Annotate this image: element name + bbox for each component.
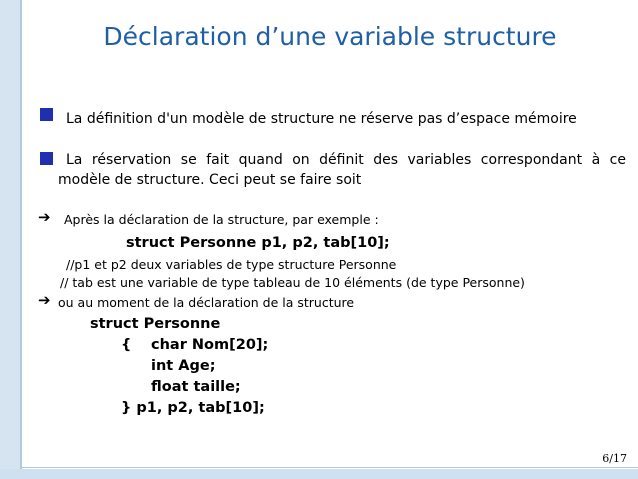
code-closing-line: } p1, p2, tab[10]; [121, 400, 265, 416]
arrow-right-icon: ➔ [38, 208, 51, 226]
code-field-nom: char Nom[20]; [151, 337, 269, 353]
square-bullet-icon [40, 108, 53, 121]
square-bullet-icon [40, 152, 53, 165]
page-number: 6/17 [602, 452, 627, 465]
bottom-decoration-band [0, 469, 638, 479]
bullet-text-2-continued: modèle de structure. Ceci peut se faire soit [58, 172, 362, 188]
comment-line-1: //p1 et p2 deux variables de type structure Personne [66, 257, 397, 272]
code-field-age: int Age; [151, 358, 216, 374]
slide-title: Déclaration d’une variable structure [103, 22, 557, 51]
left-decoration-band [0, 0, 20, 479]
bottom-decoration-line [22, 467, 638, 468]
comment-line-2: // tab est une variable de type tableau de 10 éléments (de type Personne) [60, 275, 525, 290]
code-brace-open: { [121, 337, 132, 353]
code-struct-header: struct Personne [90, 316, 221, 332]
code-line-example: struct Personne p1, p2, tab[10]; [126, 235, 390, 251]
left-decoration-line [20, 0, 22, 479]
arrow-right-icon: ➔ [38, 291, 51, 309]
code-field-taille: float taille; [151, 379, 241, 395]
arrow-text-2: ou au moment de la déclaration de la structure [58, 295, 355, 310]
arrow-text-1: Après la déclaration de la structure, par exemple : [64, 212, 379, 227]
bullet-text-2: La réservation se fait quand on définit des variables correspondant à ce [66, 152, 626, 168]
bullet-text-1: La définition d'un modèle de structure ne réserve pas d’espace mémoire [66, 111, 577, 127]
